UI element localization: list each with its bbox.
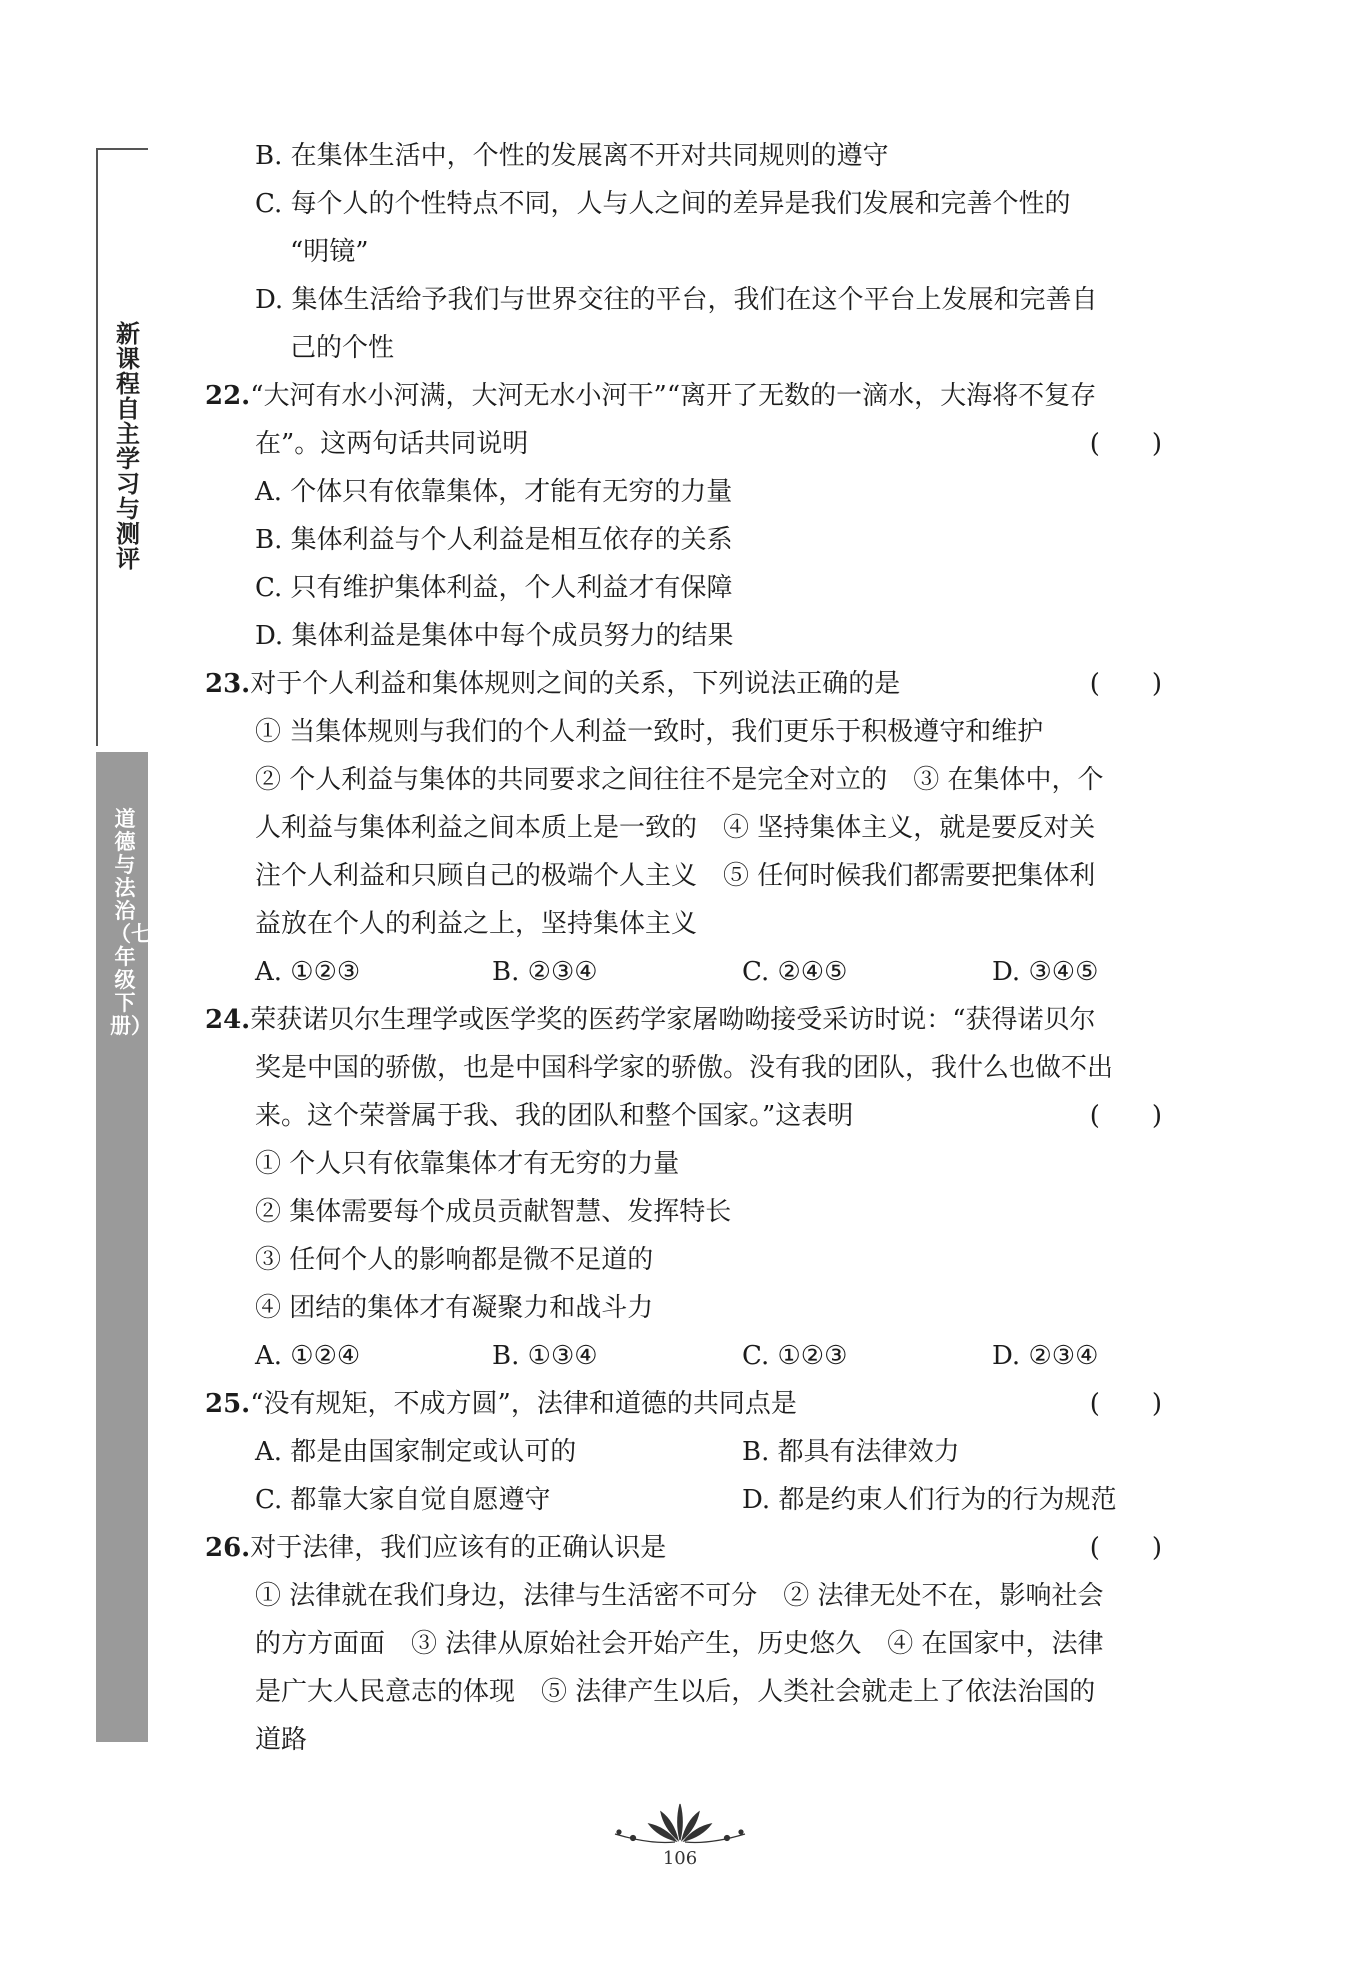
q25-option-d: D. 都是约束人们行为的行为规范 bbox=[742, 1485, 1117, 1515]
q24-statement: ① 个人只有依靠集体才有无穷的力量 bbox=[255, 1149, 680, 1179]
q23-statement-line: ② 个人利益与集体的共同要求之间往往不是完全对立的 ③ 在集体中，个 bbox=[255, 765, 1104, 795]
q25-number: 25. bbox=[205, 1389, 251, 1419]
q24-stem-cont: 来。这个荣誉属于我、我的团队和整个国家。”这表明 bbox=[255, 1101, 854, 1131]
q23-answer-paren: ( ) bbox=[1089, 669, 1162, 699]
q24-statement: ④ 团结的集体才有凝聚力和战斗力 bbox=[255, 1293, 654, 1323]
q24-option-d: D. ②③④ bbox=[992, 1341, 1099, 1371]
q24-stem bbox=[205, 1002, 1096, 1038]
q26-answer-paren: ( ) bbox=[1089, 1533, 1162, 1563]
q25-option-c: C. 都靠大家自觉自愿遵守 bbox=[255, 1485, 551, 1515]
q24-number: 24. bbox=[205, 1005, 251, 1035]
q26-statement-line: ① 法律就在我们身边，法律与生活密不可分 ② 法律无处不在，影响社会 bbox=[255, 1581, 1104, 1611]
q23-option-c: C. ②④⑤ bbox=[742, 957, 848, 987]
q26-number: 26. bbox=[205, 1533, 251, 1563]
series-title: 新课程自主学习与测评 bbox=[116, 320, 140, 573]
q24-option-a: A. ①②④ bbox=[255, 1341, 361, 1371]
q21-option-d-cont: 己的个性 bbox=[290, 333, 395, 363]
q21-option-d: D. 集体生活给予我们与世界交往的平台，我们在这个平台上发展和完善自 bbox=[255, 285, 1098, 315]
q24-option-c: C. ①②③ bbox=[742, 1341, 848, 1371]
q22-stem-cont: 在”。这两句话共同说明 bbox=[255, 429, 529, 459]
q23-statement-line: 人利益与集体利益之间本质上是一致的 ④ 坚持集体主义，就是要反对关 bbox=[255, 813, 1096, 843]
q24-option-b: B. ①③④ bbox=[492, 1341, 598, 1371]
q21-option-c-cont: “明镜” bbox=[290, 237, 369, 267]
floral-ornament-icon bbox=[605, 1800, 755, 1850]
q25-answer-paren: ( ) bbox=[1089, 1389, 1162, 1419]
q26-statement-line: 的方方面面 ③ 法律从原始社会开始产生，历史悠久 ④ 在国家中，法律 bbox=[255, 1629, 1104, 1659]
q23-option-d: D. ③④⑤ bbox=[992, 957, 1099, 987]
q25-option-a: A. 都是由国家制定或认可的 bbox=[255, 1437, 577, 1467]
q22-option-c: C. 只有维护集体利益，个人利益才有保障 bbox=[255, 573, 733, 603]
page-number: 106 bbox=[662, 1848, 698, 1869]
q24-stem-cont: 奖是中国的骄傲，也是中国科学家的骄傲。没有我的团队，我什么也做不出 bbox=[255, 1053, 1114, 1083]
q24-stem-text: 荣获诺贝尔生理学或医学奖的医药学家屠呦呦接受采访时说：“获得诺贝尔 bbox=[250, 1005, 1096, 1035]
q24-statement: ② 集体需要每个成员贡献智慧、发挥特长 bbox=[255, 1197, 732, 1227]
q26-stem bbox=[205, 1530, 666, 1566]
q26-statement-line: 道路 bbox=[255, 1725, 308, 1755]
q23-option-b: B. ②③④ bbox=[492, 957, 598, 987]
q23-option-a: A. ①②③ bbox=[255, 957, 361, 987]
q26-stem-text: 对于法律，我们应该有的正确认识是 bbox=[250, 1533, 667, 1563]
q23-statement-line: 益放在个人的利益之上，坚持集体主义 bbox=[255, 909, 698, 939]
q23-stem-text: 对于个人利益和集体规则之间的关系，下列说法正确的是 bbox=[250, 669, 901, 699]
q25-stem bbox=[205, 1386, 797, 1422]
q21-option-c: C. 每个人的个性特点不同，人与人之间的差异是我们发展和完善个性的 bbox=[255, 189, 1071, 219]
q22-option-a: A. 个体只有依靠集体，才能有无穷的力量 bbox=[255, 477, 733, 507]
q22-option-b: B. 集体利益与个人利益是相互依存的关系 bbox=[255, 525, 733, 555]
q22-option-d: D. 集体利益是集体中每个成员努力的结果 bbox=[255, 621, 734, 651]
q25-option-b: B. 都具有法律效力 bbox=[742, 1437, 960, 1467]
q23-number: 23. bbox=[205, 669, 251, 699]
q26-statement-line: 是广大人民意志的体现 ⑤ 法律产生以后，人类社会就走上了依法治国的 bbox=[255, 1677, 1096, 1707]
q23-stem bbox=[205, 666, 900, 702]
subject-title: 道德与法治（七年级下册） bbox=[110, 807, 152, 1038]
q22-answer-paren: ( ) bbox=[1089, 429, 1162, 459]
q22-stem bbox=[205, 378, 1096, 414]
q25-stem-text: “没有规矩，不成方圆”，法律和道德的共同点是 bbox=[250, 1389, 797, 1419]
q22-stem-text: “大河有水小河满，大河无水小河干”“离开了无数的一滴水，大海将不复存 bbox=[250, 381, 1097, 411]
q23-statement-line: ① 当集体规则与我们的个人利益一致时，我们更乐于积极遵守和维护 bbox=[255, 717, 1044, 747]
q24-statement: ③ 任何个人的影响都是微不足道的 bbox=[255, 1245, 654, 1275]
q23-statement-line: 注个人利益和只顾自己的极端个人主义 ⑤ 任何时候我们都需要把集体利 bbox=[255, 861, 1096, 891]
q21-option-b: B. 在集体生活中，个性的发展离不开对共同规则的遵守 bbox=[255, 141, 889, 171]
q24-answer-paren: ( ) bbox=[1089, 1101, 1162, 1131]
q22-number: 22. bbox=[205, 381, 251, 411]
